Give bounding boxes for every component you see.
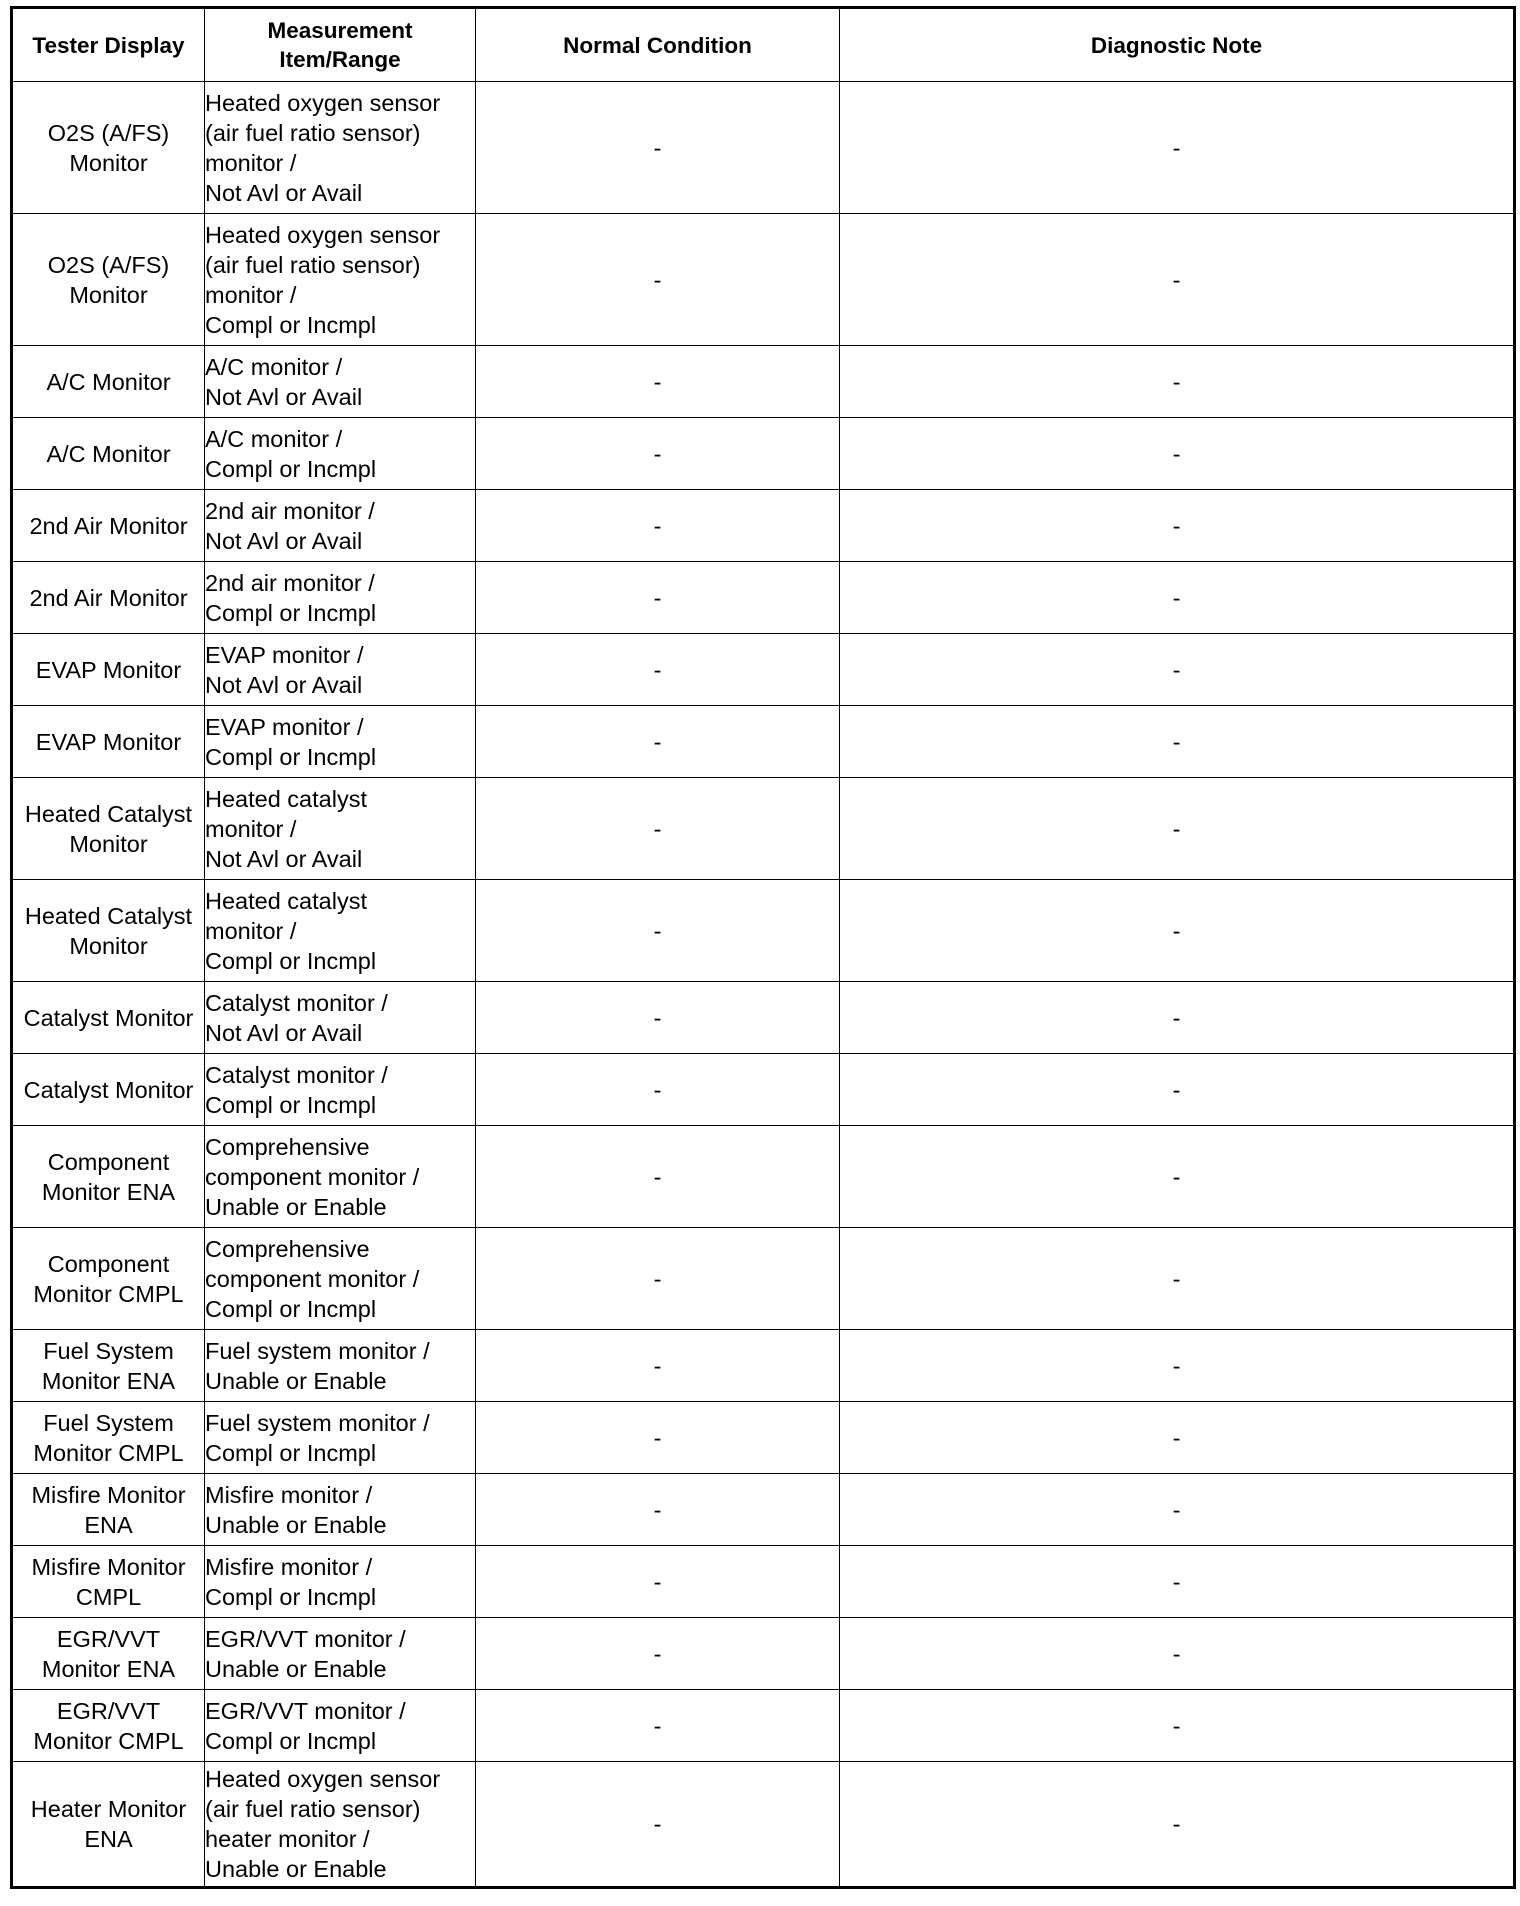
measurement-line: (air fuel ratio sensor) [205,1796,421,1822]
cell-normal-condition: - [476,1474,840,1546]
tester-display-line: Heated Catalyst [24,902,193,929]
cell-diagnostic-note: - [840,1126,1515,1228]
measurement-line: Not Avl or Avail [205,671,363,698]
cell-measurement-item-range [205,1474,476,1546]
table-body [12,82,1515,1888]
measurement-line: Compl or Incmpl [205,1295,377,1322]
tester-display-line: 2nd Air Monitor [29,512,188,539]
measurement-line: Compl or Incmpl [205,455,377,482]
cell-tester-display [12,82,205,214]
cell-tester-display [12,634,205,706]
cell-diagnostic-note: - [840,1228,1515,1330]
cell-measurement-item-range [205,346,476,418]
cell-measurement-item-range [205,1402,476,1474]
measurement-line: Compl or Incmpl [205,311,377,338]
cell-measurement-item-range [205,634,476,706]
tester-display-line: Monitor [69,281,148,308]
measurement-line: Not Avl or Avail [205,1019,363,1046]
cell-measurement-item-range [205,562,476,634]
cell-tester-display [12,1546,205,1618]
measurement-line: Unable or Enable [205,1856,387,1882]
cell-tester-display [12,880,205,982]
table-row [12,1690,1515,1762]
measurement-line: Comprehensive [205,1133,370,1160]
measurement-line: EGR/VVT monitor / [205,1625,406,1652]
measurement-line: Catalyst monitor / [205,989,388,1016]
table-row [12,1546,1515,1618]
measurement-line: Unable or Enable [205,1655,387,1682]
cell-measurement-item-range [205,418,476,490]
table-row [12,418,1515,490]
cell-tester-display [12,1228,205,1330]
measurement-line: (air fuel ratio sensor) [205,251,421,278]
cell-normal-condition: - [476,1618,840,1690]
table-row [12,1618,1515,1690]
measurement-line: Heated oxygen sensor [205,221,441,248]
cell-normal-condition: - [476,1228,840,1330]
tester-display-line: O2S (A/FS) [47,251,170,278]
tester-display-line: ENA [84,1511,133,1538]
tester-display-line: Component [47,1148,170,1175]
tester-display-line: Catalyst Monitor [23,1076,194,1103]
tester-display-line: EGR/VVT [56,1625,161,1652]
cell-measurement-item-range [205,214,476,346]
cell-normal-condition: - [476,880,840,982]
table-row [12,490,1515,562]
tester-display-line: EGR/VVT [56,1697,161,1724]
cell-normal-condition: - [476,982,840,1054]
measurement-line: Not Avl or Avail [205,527,363,554]
table-row [12,1402,1515,1474]
cell-tester-display [12,1126,205,1228]
measurement-line: component monitor / [205,1163,420,1190]
tester-display-line: Component [47,1250,170,1277]
measurement-line: Heated oxygen sensor [205,89,441,116]
table-row [12,982,1515,1054]
tester-display-line: Fuel System [43,1337,174,1364]
measurement-line: Heated catalyst [205,887,367,914]
tester-display-line: A/C Monitor [46,440,171,467]
cell-tester-display [12,1618,205,1690]
measurement-line: Compl or Incmpl [205,1727,377,1754]
header-normal-condition: Normal Condition [476,8,840,82]
tester-display-line: Monitor CMPL [33,1280,184,1307]
cell-diagnostic-note: - [840,1546,1515,1618]
cell-normal-condition: - [476,82,840,214]
tester-display-line: Misfire Monitor [31,1553,186,1580]
cell-normal-condition: - [476,1402,840,1474]
measurement-line: monitor / [205,917,297,944]
table-row [12,880,1515,982]
cell-measurement-item-range [205,490,476,562]
cell-tester-display [12,1474,205,1546]
measurement-line: Comprehensive [205,1235,370,1262]
measurement-line: (air fuel ratio sensor) [205,119,421,146]
measurement-line: Not Avl or Avail [205,845,363,872]
cell-diagnostic-note: - [840,880,1515,982]
table-row [12,1330,1515,1402]
cell-normal-condition: - [476,214,840,346]
cell-normal-condition: - [476,418,840,490]
table-row [12,1054,1515,1126]
cell-tester-display [12,346,205,418]
tester-display-line: Monitor [69,149,148,176]
tester-display-line: EVAP Monitor [35,656,182,683]
cell-measurement-item-range [205,982,476,1054]
table-row [12,214,1515,346]
cell-normal-condition: - [476,634,840,706]
measurement-line: Compl or Incmpl [205,743,377,770]
cell-diagnostic-note: - [840,1690,1515,1762]
cell-measurement-item-range [205,1618,476,1690]
tester-display-line: Monitor [69,932,148,959]
cell-tester-display [12,214,205,346]
tester-display-line: 2nd Air Monitor [29,584,188,611]
measurement-line: Compl or Incmpl [205,947,377,974]
table-row [12,1474,1515,1546]
tester-display-line: Fuel System [43,1409,174,1436]
header-diagnostic-note: Diagnostic Note [840,8,1515,82]
table-row [12,1228,1515,1330]
cell-tester-display [12,1402,205,1474]
measurement-line: Unable or Enable [205,1367,387,1394]
measurement-line: Heated catalyst [205,785,367,812]
cell-measurement-item-range [205,1546,476,1618]
measurement-line: Catalyst monitor / [205,1061,388,1088]
measurement-line: Not Avl or Avail [205,179,363,206]
cell-diagnostic-note: - [840,562,1515,634]
measurement-line: EGR/VVT monitor / [205,1697,406,1724]
cell-diagnostic-note: - [840,490,1515,562]
cell-diagnostic-note: - [840,82,1515,214]
tester-display-line: Heater Monitor [30,1796,187,1822]
table-row [12,346,1515,418]
cell-normal-condition: - [476,1054,840,1126]
cell-tester-display [12,1054,205,1126]
measurement-line: Compl or Incmpl [205,599,377,626]
measurement-line: EVAP monitor / [205,641,364,668]
measurement-line: Compl or Incmpl [205,1439,377,1466]
cell-normal-condition: - [476,1690,840,1762]
cell-normal-condition: - [476,562,840,634]
tester-display-line: ENA [84,1826,133,1852]
tester-display-line: CMPL [75,1583,142,1610]
cell-normal-condition: - [476,1126,840,1228]
measurement-line: A/C monitor / [205,353,343,380]
cell-normal-condition: - [476,778,840,880]
cell-tester-display [12,778,205,880]
table-row [12,562,1515,634]
cell-measurement-item-range [205,1762,476,1888]
cell-diagnostic-note: - [840,706,1515,778]
tester-display-line: Monitor CMPL [33,1727,184,1754]
cell-tester-display [12,490,205,562]
tester-display-line: O2S (A/FS) [47,119,170,146]
cell-tester-display [12,1690,205,1762]
table-row [12,82,1515,214]
measurement-line: monitor / [205,281,297,308]
table-row [12,634,1515,706]
cell-diagnostic-note: - [840,1618,1515,1690]
cell-diagnostic-note: - [840,1330,1515,1402]
cell-diagnostic-note: - [840,346,1515,418]
measurement-line: Misfire monitor / [205,1481,373,1508]
measurement-line: Fuel system monitor / [205,1409,430,1436]
cell-normal-condition: - [476,346,840,418]
cell-diagnostic-note: - [840,982,1515,1054]
cell-tester-display [12,418,205,490]
monitor-status-table [10,6,1516,1889]
cell-measurement-item-range [205,1228,476,1330]
measurement-line: EVAP monitor / [205,713,364,740]
cell-diagnostic-note: - [840,1474,1515,1546]
header-measurement-line2: Item/Range [279,47,401,72]
cell-tester-display [12,1330,205,1402]
tester-display-line: EVAP Monitor [35,728,182,755]
cell-diagnostic-note: - [840,214,1515,346]
measurement-line: component monitor / [205,1265,420,1292]
measurement-line: Misfire monitor / [205,1553,373,1580]
cell-tester-display [12,982,205,1054]
tester-display-line: Catalyst Monitor [23,1004,194,1031]
header-measurement-line1: Measurement [267,18,413,43]
table-row [12,1762,1515,1888]
cell-diagnostic-note: - [840,1402,1515,1474]
header-row [12,8,1515,82]
cell-diagnostic-note: - [840,418,1515,490]
cell-diagnostic-note: - [840,778,1515,880]
cell-measurement-item-range [205,706,476,778]
cell-normal-condition: - [476,706,840,778]
cell-measurement-item-range [205,1126,476,1228]
cell-measurement-item-range [205,1690,476,1762]
cell-normal-condition: - [476,1330,840,1402]
cell-normal-condition: - [476,1762,840,1888]
measurement-line: Compl or Incmpl [205,1091,377,1118]
measurement-line: monitor / [205,815,297,842]
tester-display-line: Monitor CMPL [33,1439,184,1466]
measurement-line: Fuel system monitor / [205,1337,430,1364]
tester-display-line: Heated Catalyst [24,800,193,827]
cell-measurement-item-range [205,1054,476,1126]
measurement-line: 2nd air monitor / [205,569,375,596]
cell-diagnostic-note: - [840,1762,1515,1888]
measurement-line: Unable or Enable [205,1511,387,1538]
tester-display-line: Monitor ENA [41,1367,176,1394]
tester-display-line: Monitor ENA [41,1655,176,1682]
header-measurement-item-range [205,8,476,82]
cell-diagnostic-note: - [840,634,1515,706]
tester-display-line: A/C Monitor [46,368,171,395]
cell-normal-condition: - [476,1546,840,1618]
measurement-line: Not Avl or Avail [205,383,363,410]
cell-measurement-item-range [205,880,476,982]
cell-tester-display [12,1762,205,1888]
tester-display-line: Misfire Monitor [31,1481,186,1508]
cell-measurement-item-range [205,1330,476,1402]
cell-diagnostic-note: - [840,1054,1515,1126]
tester-display-line: Monitor [69,830,148,857]
cell-normal-condition: - [476,490,840,562]
cell-measurement-item-range [205,82,476,214]
header-tester-display: Tester Display [12,8,205,82]
cell-measurement-item-range [205,778,476,880]
table-row [12,778,1515,880]
measurement-line: 2nd air monitor / [205,497,375,524]
measurement-line: Heated oxygen sensor [205,1766,441,1792]
table-row [12,706,1515,778]
measurement-line: A/C monitor / [205,425,343,452]
measurement-line: Compl or Incmpl [205,1583,377,1610]
measurement-line: Unable or Enable [205,1193,387,1220]
document-page [10,6,1513,1900]
measurement-line: monitor / [205,149,297,176]
cell-tester-display [12,706,205,778]
cell-tester-display [12,562,205,634]
table-row [12,1126,1515,1228]
tester-display-line: Monitor ENA [41,1178,176,1205]
measurement-line: heater monitor / [205,1826,370,1852]
